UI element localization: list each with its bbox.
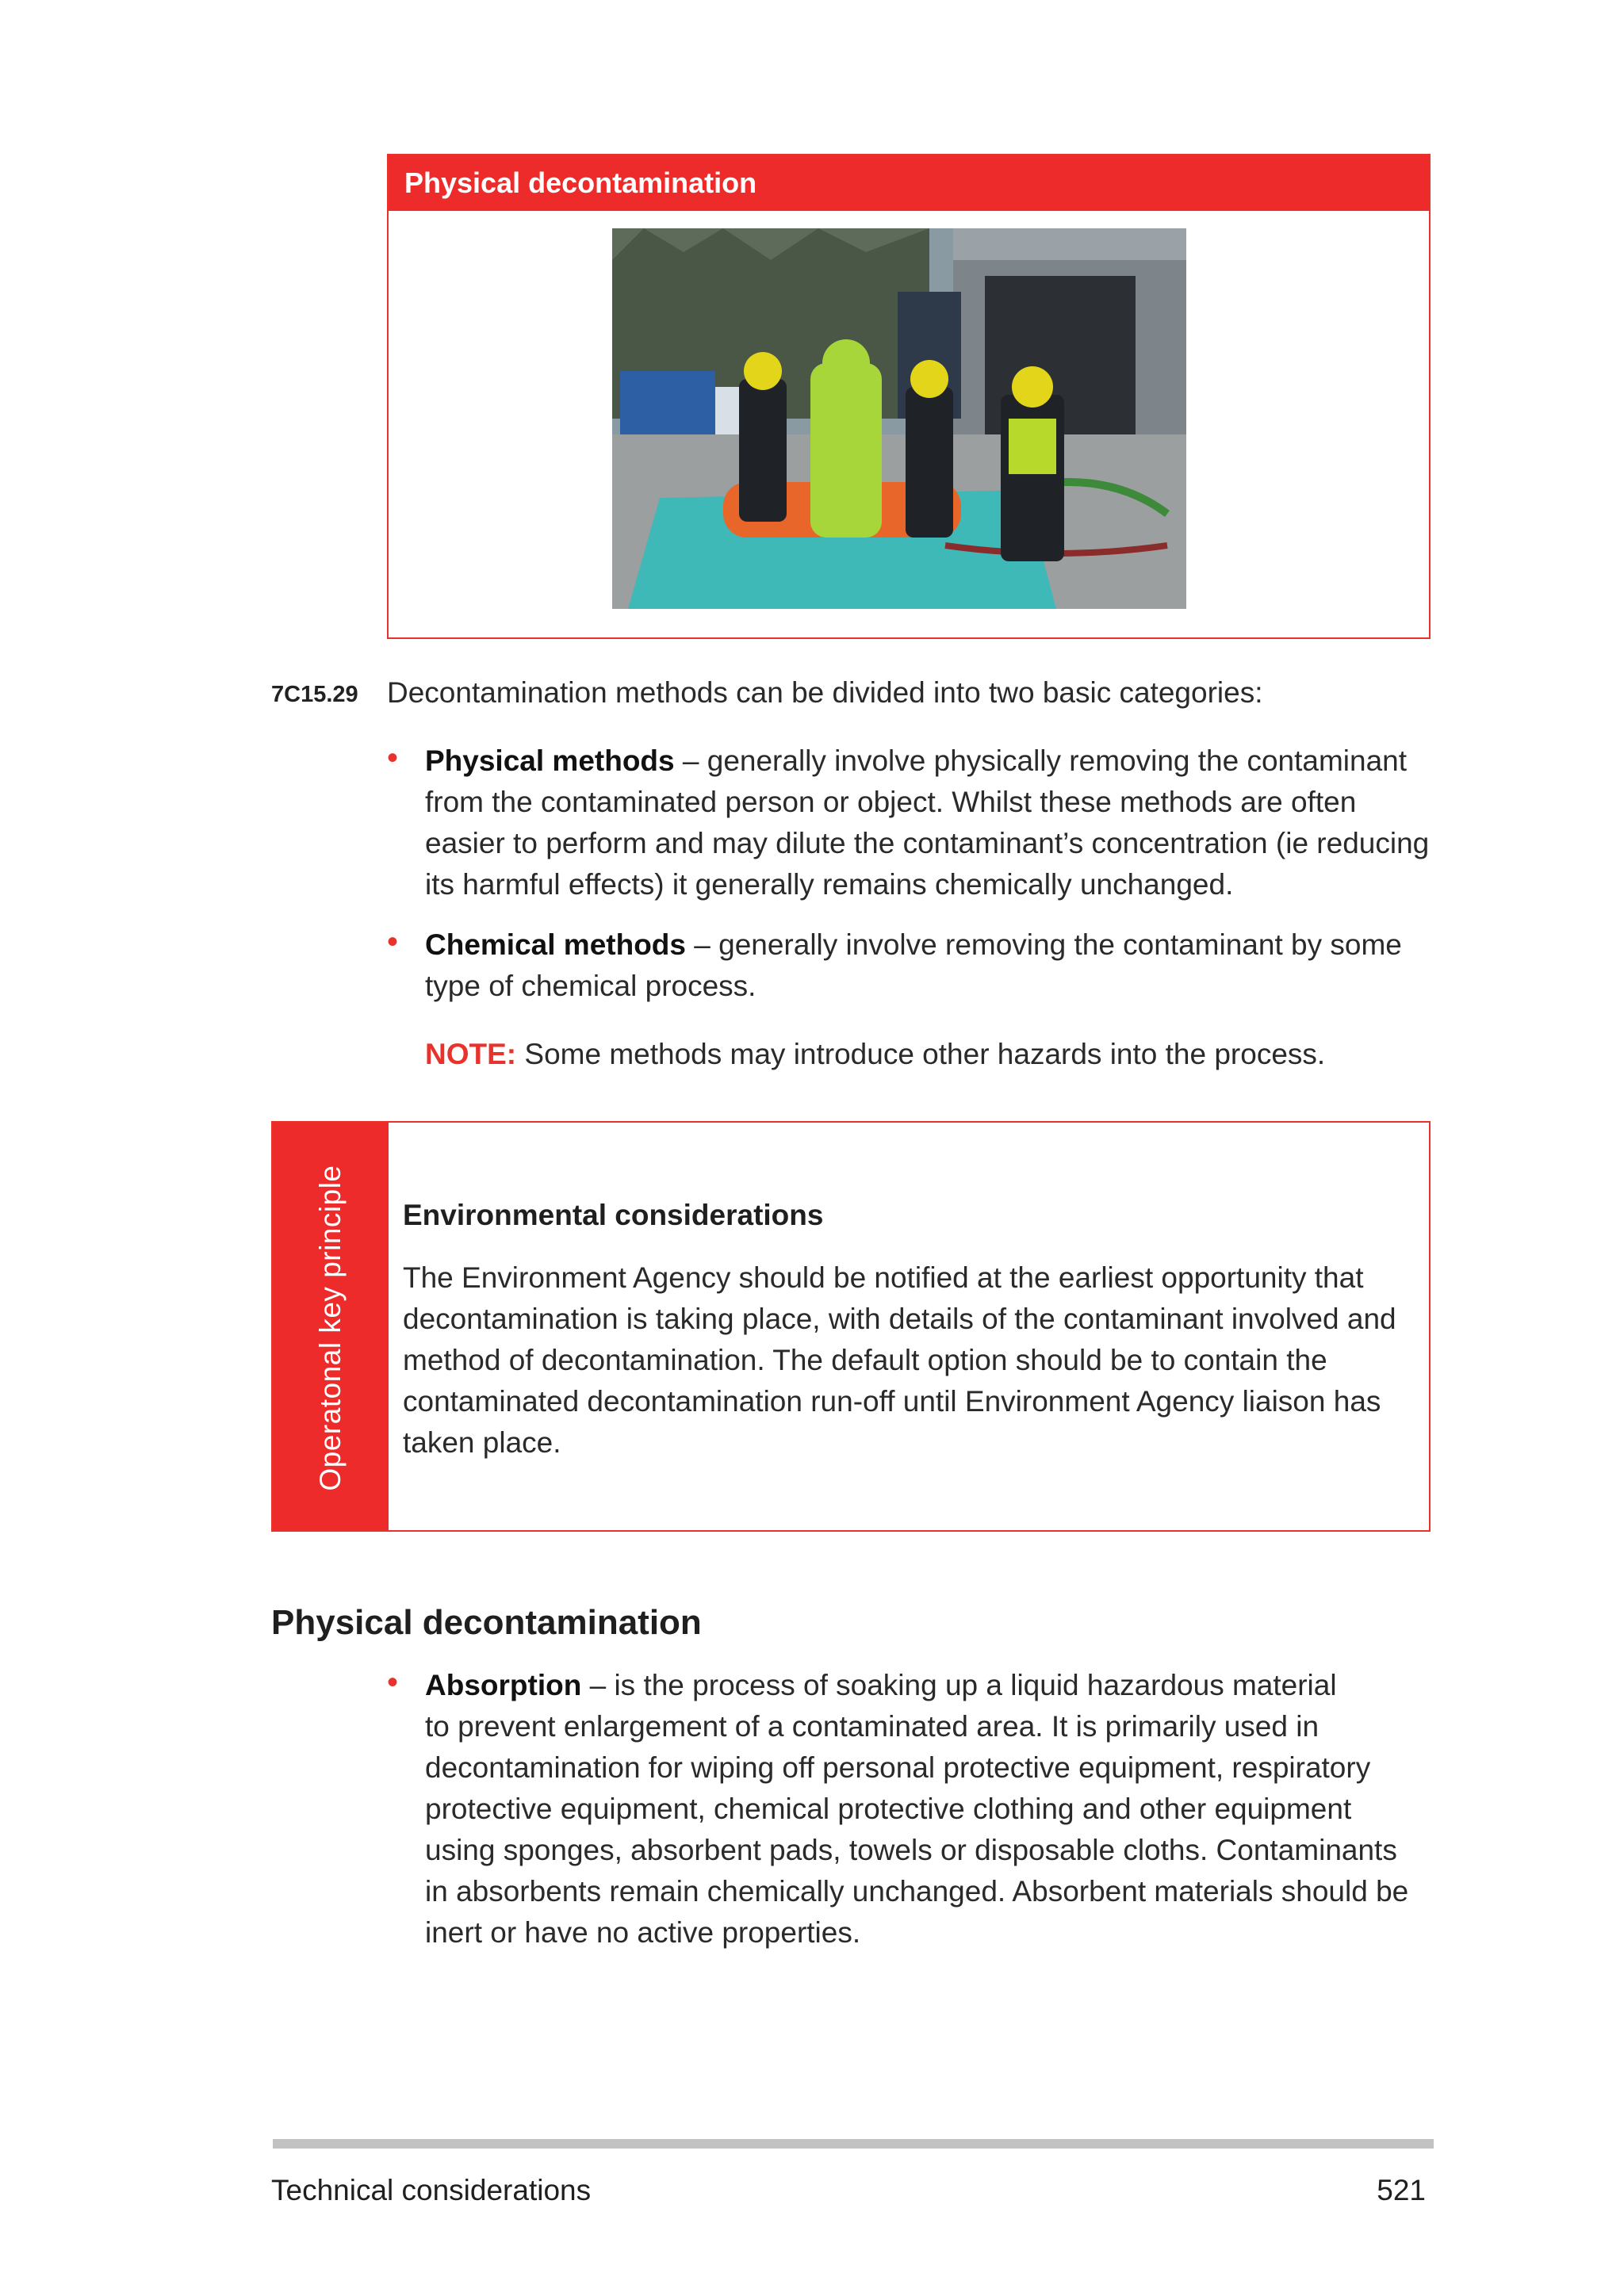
- bullet-line: decontamination for wiping off personal protective equipment, respiratory: [425, 1751, 1371, 1784]
- note: [425, 1034, 1325, 1075]
- bullet-term: Physical methods: [425, 744, 675, 777]
- bullet-line: to prevent enlargement of a contaminated area. It is primarily used in: [425, 1710, 1320, 1743]
- footer-section: Technical considerations: [271, 2174, 592, 2206]
- key-principle-line: taken place.: [403, 1426, 561, 1459]
- key-principle-title: Environmental considerations: [403, 1199, 824, 1231]
- bullet-line: type of chemical process.: [425, 970, 756, 1002]
- bullet-line: from the contaminated person or object. Whilst these methods are often: [425, 786, 1357, 818]
- bullet-absorption: [425, 1665, 1440, 1954]
- key-principle-line: decontamination is taking place, with details of the contaminant involved and: [403, 1303, 1396, 1335]
- bullet-line: – is the process of soaking up a liquid hazardous material: [581, 1669, 1337, 1701]
- note-label: NOTE:: [425, 1038, 517, 1070]
- bullet-chemical-methods: [425, 924, 1440, 1007]
- key-principle-side-label: Operatonal key principle: [314, 1165, 347, 1491]
- figure-box: [387, 154, 1431, 639]
- key-principle-side-panel: [273, 1123, 389, 1530]
- bullet-line: easier to perform and may dilute the contaminant’s concentration (ie reducing: [425, 827, 1430, 859]
- key-principle-line: method of decontamination. The default option should be to contain the: [403, 1344, 1327, 1376]
- footer-rule: [273, 2139, 1434, 2149]
- section-heading: Physical decontamination: [271, 1603, 702, 1642]
- bullet-term: Absorption: [425, 1669, 582, 1701]
- bullet-marker: •: [387, 924, 399, 959]
- bullet-line: in absorbents remain chemically unchanged. Absorbent materials should be: [425, 1875, 1409, 1908]
- bullet-line: – generally involve removing the contaminant by some: [685, 928, 1402, 961]
- key-principle-line: The Environment Agency should be notified at the earliest opportunity that: [403, 1261, 1364, 1294]
- page-number: 521: [1377, 2174, 1426, 2206]
- bullet-marker: •: [387, 740, 399, 775]
- paragraph-intro: Decontamination methods can be divided into two basic categories:: [387, 676, 1263, 709]
- figure-title: Physical decontamination: [389, 155, 1429, 211]
- bullet-physical-methods: [425, 740, 1440, 905]
- bullet-line: – generally involve physically removing the contaminant: [674, 744, 1408, 777]
- bullet-term: Chemical methods: [425, 928, 686, 961]
- decontamination-photo: [612, 228, 1186, 609]
- bullet-line: protective equipment, chemical protective clothing and other equipment: [425, 1793, 1352, 1825]
- bullet-line: inert or have no active properties.: [425, 1916, 861, 1949]
- bullet-line: using sponges, absorbent pads, towels or disposable cloths. Contaminants: [425, 1834, 1397, 1866]
- bullet-line: its harmful effects) it generally remains chemically unchanged.: [425, 868, 1234, 901]
- key-principle-box: [271, 1121, 1431, 1532]
- key-principle-line: contaminated decontamination run-off until Environment Agency liaison has: [403, 1385, 1381, 1418]
- note-text: Some methods may introduce other hazards into the process.: [516, 1038, 1326, 1070]
- paragraph-number: 7C15.29: [271, 682, 358, 707]
- key-principle-body: [403, 1257, 1418, 1464]
- bullet-marker: •: [387, 1665, 399, 1700]
